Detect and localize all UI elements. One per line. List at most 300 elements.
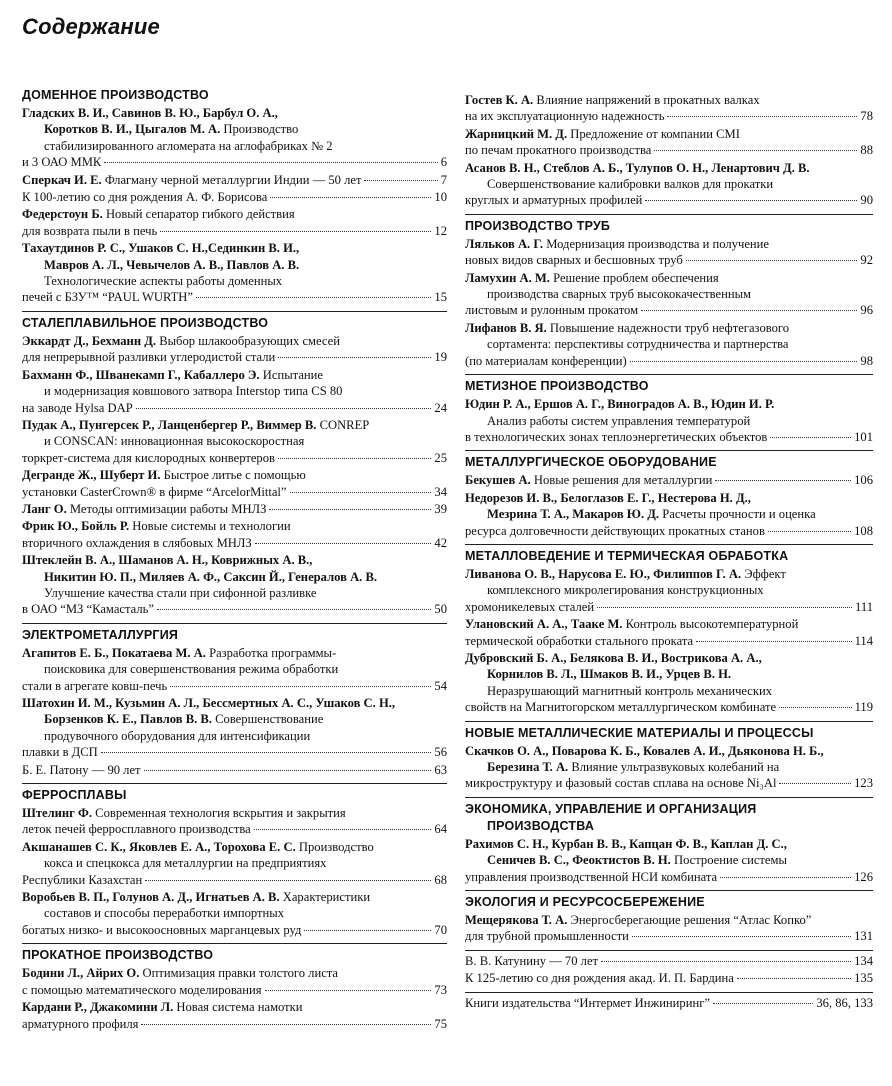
page-number: 25	[434, 450, 447, 465]
entry-authors: Дубровский Б. А., Белякова В. И., Вострикова А. А.,	[465, 650, 762, 665]
dot-leader	[270, 197, 431, 198]
entry-line	[465, 970, 873, 986]
entry-authors: Недорезов И. В., Белоглазов Е. Г., Нестерова Н. Д.,	[465, 490, 751, 505]
entry-line	[22, 569, 447, 585]
entry-line	[465, 928, 873, 944]
entry-text	[22, 400, 133, 416]
entry-text	[465, 108, 664, 124]
toc-section	[22, 311, 447, 618]
toc-entry[interactable]	[465, 472, 873, 488]
entry-title-text: комплексного микролегирования конструкционных	[487, 583, 764, 598]
entry-authors: Корнилов В. Л., Шмаков В. И., Урцев В. Н.	[487, 667, 732, 682]
toc-entry[interactable]	[22, 367, 447, 416]
entry-title-text: в ОАО “МЗ “Камасталь”	[22, 602, 154, 617]
entry-line	[22, 695, 447, 711]
entry-line	[465, 126, 873, 142]
toc-entry[interactable]	[22, 695, 447, 761]
dot-leader	[136, 408, 432, 409]
entry-title-text: Энергосберегающие решения “Атлас Копко”	[567, 913, 812, 928]
entry-line	[465, 320, 873, 336]
entry-text	[465, 252, 683, 268]
toc-entry[interactable]	[22, 805, 447, 838]
entry-title-text: Испытание	[259, 367, 323, 382]
entry-authors: Эккардт Д., Бехманн Д.	[22, 333, 157, 348]
toc-entry[interactable]	[22, 645, 447, 694]
entry-title-text: Анализ работы систем управления температурой	[487, 413, 751, 428]
toc-section	[465, 374, 873, 445]
toc-entry[interactable]	[22, 518, 447, 551]
toc-entry[interactable]	[22, 105, 447, 171]
entry-title-text: управления производственной НСИ комбината	[465, 869, 718, 884]
entry-title-text: Характеристики	[279, 890, 371, 905]
page-number: 68	[434, 872, 447, 887]
entry-text	[465, 192, 642, 208]
entry-text	[22, 678, 167, 694]
page-number: 90	[860, 193, 873, 208]
entry-line	[465, 743, 873, 759]
entry-line	[22, 661, 447, 677]
entry-title-text: арматурного профиля	[22, 1016, 139, 1031]
page-number: 108	[854, 523, 873, 538]
entry-authors: Штеклейн В. А., Шаманов А. Н., Коврижных А. В.,	[22, 553, 313, 568]
entry-line	[22, 965, 447, 981]
dot-leader	[768, 531, 851, 532]
entry-line	[465, 142, 873, 158]
page-number: 101	[854, 429, 873, 444]
entry-line	[465, 699, 873, 715]
toc-entry[interactable]	[465, 490, 873, 539]
entry-line	[465, 413, 873, 429]
toc-entry[interactable]	[22, 965, 447, 998]
entry-line	[465, 582, 873, 598]
page-number: 75	[434, 1016, 447, 1031]
entry-title-text: Технологические аспекты работы доменных	[44, 274, 283, 289]
page-number: 39	[434, 501, 447, 516]
entry-title-text: Контроль высокотемпературной	[622, 617, 799, 632]
dot-leader	[278, 458, 431, 459]
entry-title-text: Книги издательства “Интермет Инжиниринг”	[465, 995, 710, 1010]
toc-entry[interactable]	[465, 953, 873, 969]
entry-authors: Ливанова О. В., Нарусова Е. Ю., Филиппов Г. А.	[465, 566, 742, 581]
entry-title-text: Совершенствование калибровки валков для прокатки	[487, 177, 774, 192]
entry-title-text: для непрерывной разливки углеродистой стали	[22, 350, 276, 365]
entry-title-text: К 100-летию со дня рождения А. Ф. Борисова	[22, 190, 268, 205]
toc-entry[interactable]	[22, 417, 447, 466]
entry-authors: Бодини Л., Айрих О.	[22, 966, 140, 981]
entry-line	[465, 995, 873, 1011]
entry-text	[22, 154, 101, 170]
entry-line	[465, 523, 873, 539]
entry-line	[22, 223, 447, 239]
entry-title-text: с помощью математического моделирования	[22, 982, 262, 997]
entry-line	[465, 633, 873, 649]
entry-title-text: Производство	[220, 122, 299, 137]
entry-title-text: плавки в ДСП	[22, 745, 98, 760]
entry-line	[22, 154, 447, 170]
toc-entry[interactable]	[22, 999, 447, 1032]
toc-entry[interactable]	[465, 912, 873, 945]
entry-title-text: Выбор шлакообразующих смесей	[156, 333, 340, 348]
dot-leader	[265, 990, 432, 991]
entry-authors: Рахимов С. Н., Курбан В. В., Капцан Ф. В., Каплан Д. С.,	[465, 836, 787, 851]
entry-line	[465, 616, 873, 632]
page-number: 63	[434, 762, 447, 777]
entry-title-text: Улучшение качества стали при сифонной разливке	[44, 585, 317, 600]
entry-title-text: богатых низко- и высокоосновных марганцевых руд	[22, 922, 302, 937]
entry-text	[465, 953, 598, 969]
entry-line	[22, 367, 447, 383]
entry-line	[22, 922, 447, 938]
entry-line	[465, 192, 873, 208]
page-number: 126	[854, 869, 873, 884]
toc-entry[interactable]	[465, 836, 873, 885]
entry-line	[22, 601, 447, 617]
entry-authors: Ляльков А. Г.	[465, 236, 544, 251]
dot-leader	[686, 260, 858, 261]
entry-authors: Воробьев В. П., Голунов А. Д., Игнатьев А. В.	[22, 890, 280, 905]
entry-title-text: листовым и рулонным прокатом	[465, 303, 639, 318]
entry-line	[22, 240, 447, 256]
entry-title-text: стабилизированного агломерата на аглофабриках № 2	[44, 138, 333, 153]
entry-line	[465, 490, 873, 506]
entry-title-text: новых видов сварных и бесшовных труб	[465, 253, 683, 268]
toc-section	[465, 450, 873, 539]
toc-entry[interactable]	[465, 995, 873, 1011]
entry-text	[22, 501, 266, 517]
entry-text	[22, 450, 275, 466]
dot-leader	[364, 180, 437, 181]
entry-authors: Мавров А. Л., Чевычелов А. В., Павлов А. В.	[44, 257, 300, 272]
entry-title-text: Решение проблем обеспечения	[549, 270, 719, 285]
dot-leader	[720, 877, 851, 878]
entry-authors: Ламухин А. М.	[465, 270, 550, 285]
entry-authors: Юдин Р. А., Ершов А. Г., Виноградов А. В., Юдин И. Р.	[465, 397, 775, 412]
entry-line	[22, 744, 447, 760]
entry-authors: Тахаутдинов Р. С., Ушаков С. Н.,Сединкин В. И.,	[22, 241, 300, 256]
toc-section	[465, 544, 873, 716]
page-number: 34	[434, 484, 447, 499]
page-number: 98	[860, 353, 873, 368]
entry-text	[465, 523, 765, 539]
toc-entry[interactable]	[22, 172, 447, 188]
entry-title-text: Предложение от компании CMI	[567, 126, 740, 141]
entry-text	[22, 1016, 138, 1032]
toc-entry[interactable]	[465, 126, 873, 159]
entry-title-text: (по материалам конференции)	[465, 353, 627, 368]
section-title: ЭКОЛОГИЯ И РЕСУРСОСБЕРЕЖЕНИЕ	[465, 895, 705, 910]
entry-title-text: Новые системы и технологии	[129, 519, 291, 534]
entry-authors: Штелинг Ф.	[22, 806, 93, 821]
entry-line	[22, 189, 447, 205]
page-title: Содержание	[22, 14, 160, 39]
entry-line	[465, 108, 873, 124]
entry-authors: Агапитов Е. Б., Покатаева М. А.	[22, 645, 206, 660]
entry-line	[22, 400, 447, 416]
toc-entry[interactable]	[465, 270, 873, 319]
entry-text	[465, 302, 638, 318]
page-number: 73	[434, 982, 447, 997]
page-number: 114	[854, 633, 873, 648]
entry-line	[22, 711, 447, 727]
entry-line	[22, 839, 447, 855]
entry-title-text: торкрет-система для кислородных конвертеров	[22, 450, 275, 465]
entry-authors: Бахманн Ф., Шванекамп Г., Кабаллеро Э.	[22, 367, 260, 382]
entry-line	[22, 645, 447, 661]
dot-leader	[597, 607, 852, 608]
dot-leader	[196, 297, 431, 298]
entry-line	[22, 417, 447, 433]
page-number: 64	[434, 822, 447, 837]
toc-entry[interactable]	[465, 970, 873, 986]
entry-line	[22, 333, 447, 349]
entry-text	[465, 995, 710, 1011]
entry-title-text: для возврата пыли в печь	[22, 223, 158, 238]
entry-line	[465, 566, 873, 582]
entry-line	[465, 775, 873, 791]
entry-text	[22, 172, 361, 188]
entry-authors: Лифанов В. Я.	[465, 320, 547, 335]
entry-line	[22, 121, 447, 137]
entry-title-text: Б. Е. Патону — 90 лет	[22, 762, 141, 777]
entry-title-text: Неразрушающий магнитный контроль механических	[487, 683, 773, 698]
toc-entry[interactable]	[22, 333, 447, 366]
section-title: МЕТАЛЛУРГИЧЕСКОЕ ОБОРУДОВАНИЕ	[465, 455, 717, 470]
page-number: 54	[434, 678, 447, 693]
entry-line	[465, 683, 873, 699]
entry-authors: Федерстоун Б.	[22, 207, 103, 222]
entry-line	[22, 889, 447, 905]
dot-leader	[170, 686, 431, 687]
entry-line	[22, 585, 447, 601]
entry-authors: Дегранде Ж., Шуберт И.	[22, 468, 161, 483]
toc-entry[interactable]	[465, 236, 873, 269]
entry-line	[22, 257, 447, 273]
dot-leader	[779, 707, 851, 708]
entry-title-text: и CONSCAN: инновационная высокоскоростная	[44, 434, 305, 449]
entry-authors: Жарницкий М. Д.	[465, 126, 568, 141]
entry-title-text: по печам прокатного производства	[465, 143, 652, 158]
entry-line	[22, 501, 447, 517]
entry-text	[22, 189, 267, 205]
entry-authors: Березина Т. А.	[487, 760, 569, 774]
entry-text	[22, 484, 287, 500]
entry-line	[465, 286, 873, 302]
entry-line	[22, 1016, 447, 1032]
contents-column-left	[22, 86, 447, 1037]
entry-authors: Сперкач И. Е.	[22, 172, 102, 187]
toc-entry[interactable]	[465, 616, 873, 649]
page-number: 131	[854, 929, 873, 944]
dot-leader	[645, 200, 857, 201]
entry-line	[22, 805, 447, 821]
toc-entry[interactable]	[22, 206, 447, 239]
entry-authors: Борзенков К. Е., Павлов В. В.	[44, 712, 212, 727]
entry-line	[465, 92, 873, 108]
entry-title-text: на их эксплуатационную надежность	[465, 109, 665, 124]
dot-leader	[145, 880, 431, 881]
entry-line	[22, 728, 447, 744]
toc-entry[interactable]	[22, 240, 447, 306]
toc-section	[465, 721, 873, 792]
dot-leader	[304, 930, 431, 931]
toc-entry[interactable]	[22, 189, 447, 205]
toc-entry[interactable]	[465, 396, 873, 445]
entry-title-text: Совершенствование	[211, 712, 324, 727]
entry-line	[465, 336, 873, 352]
entry-line	[22, 762, 447, 778]
entry-title-text: К 125-летию со дня рождения акад. И. П. Бардина	[465, 971, 734, 986]
entry-line	[465, 396, 873, 412]
entry-authors: Гостев К. А.	[465, 93, 534, 107]
entry-title-text: Методы оптимизации работы МНЛЗ	[66, 501, 267, 516]
entry-authors: Коротков В. И., Цыгалов М. А.	[44, 122, 221, 137]
toc-entry[interactable]	[22, 552, 447, 618]
page-number: 70	[434, 922, 447, 937]
entry-authors: Мещерякова Т. А.	[465, 913, 568, 928]
entry-authors: Улановский А. А., Таакe M.	[465, 617, 623, 632]
toc-entry[interactable]	[465, 566, 873, 615]
dot-leader	[770, 437, 851, 438]
entry-line	[22, 484, 447, 500]
page-number: 42	[434, 535, 447, 550]
section-title-continued: ПРОИЗВОДСТВА	[487, 818, 595, 833]
dot-leader	[104, 162, 437, 163]
section-title: ФЕРРОСПЛАВЫ	[22, 788, 127, 803]
toc-entry[interactable]	[465, 320, 873, 369]
toc-section	[465, 797, 873, 885]
page-number: 135	[854, 971, 873, 986]
page-number: 19	[434, 350, 447, 365]
entry-title-text: Модернизация производства и получение	[543, 236, 769, 251]
toc-entry[interactable]	[22, 762, 447, 778]
entry-title-text: Влияние ультразвуковых колебаний на	[568, 760, 780, 774]
section-title: НОВЫЕ МЕТАЛЛИЧЕСКИЕ МАТЕРИАЛЫ И ПРОЦЕССЫ	[465, 725, 814, 740]
toc-section	[22, 623, 447, 778]
toc-entry[interactable]	[465, 650, 873, 716]
entry-line	[22, 872, 447, 888]
entry-authors: Никитин Ю. П., Миляев А. Ф., Саксин Й., Генералов А. В.	[44, 569, 378, 584]
toc-section	[22, 88, 447, 306]
section-title: ДОМЕННОЕ ПРОИЗВОДСТВО	[22, 88, 209, 102]
entry-authors: Кардани Р., Джакомини Л.	[22, 1000, 174, 1015]
dot-leader	[160, 231, 431, 232]
entry-authors: Сеничев В. С., Феоктистов В. Н.	[487, 853, 671, 868]
entry-line	[22, 349, 447, 365]
entry-title-text: вторичного охлаждения в слябовых МНЛЗ	[22, 535, 252, 550]
entry-title-text: составов и способы переработки импортных	[44, 906, 285, 921]
dot-leader	[696, 641, 851, 642]
entry-line	[465, 252, 873, 268]
entry-line	[22, 821, 447, 837]
entry-line	[465, 472, 873, 488]
toc-entry[interactable]	[465, 160, 873, 209]
entry-text	[465, 472, 712, 488]
dot-leader	[654, 150, 857, 151]
entry-authors: Бекушев А.	[465, 473, 531, 488]
entry-line	[22, 138, 447, 154]
toc-entry[interactable]	[465, 743, 873, 792]
toc-section	[465, 950, 873, 987]
toc-entry[interactable]	[22, 467, 447, 500]
entry-line	[465, 869, 873, 885]
entry-text	[22, 289, 193, 305]
entry-authors: Пудак А., Пунгерсек Р., Ланценбергер Р., Виммер В.	[22, 417, 317, 432]
entry-title-text: поисковика для совершенствования режима обработки	[44, 662, 339, 677]
entry-line	[465, 270, 873, 286]
toc-entry[interactable]	[22, 839, 447, 888]
dot-leader	[601, 961, 851, 962]
entry-text	[465, 775, 776, 791]
entry-title-text: В. В. Катунину — 70 лет	[465, 953, 599, 968]
entry-title-text: для трубной промышленности	[465, 929, 629, 944]
toc-entry[interactable]	[22, 889, 447, 938]
entry-text	[22, 762, 141, 778]
entry-line	[22, 905, 447, 921]
entry-text	[22, 982, 262, 998]
dot-leader	[101, 752, 432, 753]
section-title: ЭКОНОМИКА, УПРАВЛЕНИЕ И ОРГАНИЗАЦИЯ	[465, 801, 757, 816]
toc-entry[interactable]	[465, 92, 873, 125]
entry-title-text: производства сварных труб высококачественным	[487, 287, 752, 302]
entry-title-text: и 3 ОАО ММК	[22, 155, 102, 170]
section-title: МЕТАЛЛОВЕДЕНИЕ И ТЕРМИЧЕСКАЯ ОБРАБОТКА	[465, 548, 789, 563]
entry-title-text: круглых и арматурных профилей	[465, 193, 643, 208]
page-number: 78	[860, 109, 873, 124]
entry-title-text: стали в агрегате ковш-печь	[22, 678, 168, 693]
entry-line	[465, 836, 873, 852]
entry-line	[22, 678, 447, 694]
entry-line	[465, 506, 873, 522]
entry-title-text: кокса и спецкокса для металлургии на предприятиях	[44, 856, 327, 871]
entry-line	[22, 982, 447, 998]
entry-title-text: печей с БЗУ™ “PAUL WURTH”	[22, 290, 193, 305]
entry-line	[22, 206, 447, 222]
entry-line	[22, 383, 447, 399]
dot-leader	[667, 116, 857, 117]
entry-line	[22, 450, 447, 466]
entry-line	[22, 433, 447, 449]
entry-title-text: Расчеты прочности и оценка	[659, 507, 816, 522]
page-number: 92	[860, 253, 873, 268]
page-number: 6	[440, 155, 447, 170]
entry-text	[22, 922, 301, 938]
entry-line	[22, 105, 447, 121]
entry-text	[22, 872, 142, 888]
toc-section	[465, 992, 873, 1011]
dot-leader	[715, 480, 851, 481]
entry-title-text: Повышение надежности труб нефтегазового	[546, 320, 790, 335]
dot-leader	[737, 978, 851, 979]
section-title: МЕТИЗНОЕ ПРОИЗВОДСТВО	[465, 379, 649, 394]
entry-text	[22, 223, 157, 239]
entry-line	[465, 912, 873, 928]
entry-text	[465, 970, 734, 986]
dot-leader	[630, 361, 858, 362]
entry-authors: Гладских В. И., Савинов В. Ю., Барбул О. А.,	[22, 106, 278, 120]
entry-authors: Фрик Ю., Бойль Р.	[22, 519, 130, 534]
entry-title-text: Флагману черной металлургии Индии — 50 лет	[101, 172, 362, 187]
entry-title-text: Построение системы	[670, 853, 787, 868]
dot-leader	[713, 1003, 813, 1004]
dot-leader	[255, 543, 432, 544]
page-number: 7	[440, 172, 447, 187]
entry-authors: Акшанашев С. К., Яковлев Е. А., Торохова Е. С.	[22, 839, 296, 854]
section-title: ПРОИЗВОДСТВО ТРУБ	[465, 218, 611, 233]
entry-title-text: хромоникелевых сталей	[465, 599, 595, 614]
entry-line	[22, 518, 447, 534]
page-number: 10	[434, 190, 447, 205]
toc-entry[interactable]	[22, 501, 447, 517]
